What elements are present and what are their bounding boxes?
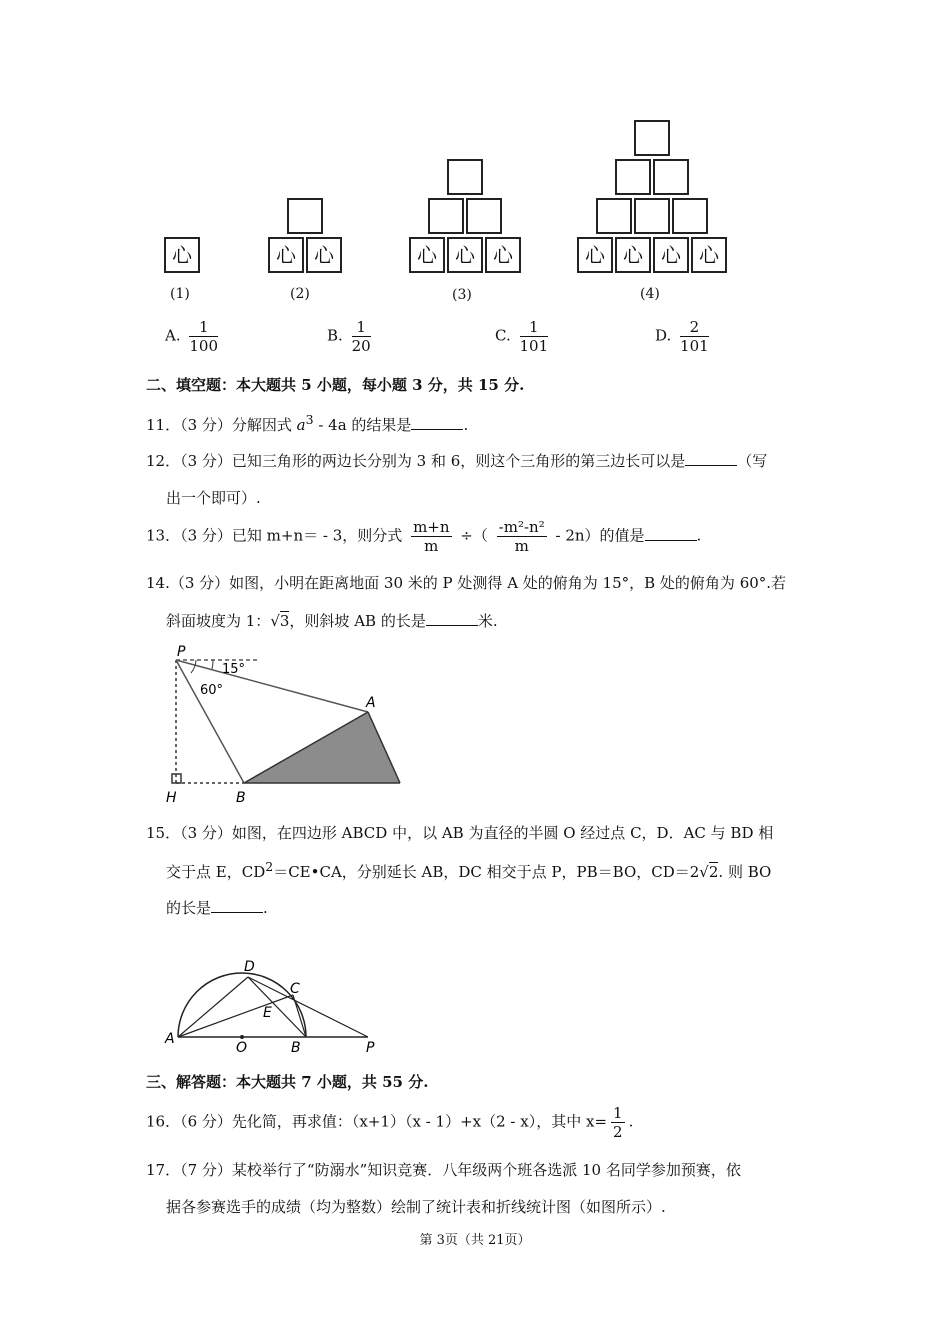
- option-label: D.: [655, 326, 672, 345]
- pyramid-caption: (3): [452, 287, 472, 303]
- q11-exponent: 3: [305, 412, 314, 427]
- question-17-line2: 据各参赛选手的成绩（均为整数）绘制了统计表和折线统计图（如图所示）.: [166, 1198, 666, 1216]
- line-pb: [176, 660, 244, 783]
- q12-text: 12．（3 分）已知三角形的两边长分别为 3 和 6，则这个三角形的第三边长可以是: [146, 452, 686, 470]
- denominator: 20: [351, 337, 371, 355]
- page-footer: 第 3页（共 21页）: [419, 1233, 531, 1248]
- label-b: B: [236, 790, 246, 806]
- q16-suffix: .: [628, 1112, 634, 1131]
- answer-blank: [685, 451, 737, 466]
- question-15-line2: [166, 859, 771, 882]
- angle-arc: [212, 660, 213, 669]
- sqrt-radicand: 2: [708, 863, 719, 881]
- q15-text: ＝CE•CA，分别延长 AB，DC 相交于点 P，PB＝BO，CD＝2: [273, 863, 700, 881]
- option-d: [655, 318, 713, 355]
- q11-text: 11．（3 分）分解因式: [146, 416, 297, 434]
- q11-var: a: [296, 416, 306, 434]
- slope-figure: [160, 640, 410, 810]
- label-b: B: [291, 1040, 301, 1055]
- label-15-degree: 15°: [222, 662, 246, 677]
- answer-blank: [211, 898, 263, 913]
- denominator: 2: [613, 1123, 623, 1141]
- label-h: H: [166, 790, 177, 806]
- label-p: P: [177, 644, 186, 660]
- answer-blank: [426, 611, 478, 626]
- answer-blank: [645, 526, 697, 541]
- q14-text: 米.: [477, 612, 498, 630]
- angle-arc: [191, 660, 196, 673]
- question-17-line1: 17．（7 分）某校举行了“防溺水”知识竞赛．八年级两个班各选派 10 名同学参加预赛，依: [146, 1161, 741, 1179]
- label-d: D: [244, 959, 255, 975]
- pyramid-cell: 心: [653, 237, 689, 273]
- denominator: 101: [680, 337, 709, 355]
- q15-text: .: [263, 899, 268, 917]
- pyramid-cell: [466, 198, 502, 234]
- question-12-line1: [146, 450, 767, 471]
- pyramid-cell: [672, 198, 708, 234]
- option-a: [165, 318, 222, 355]
- line-ac: [178, 995, 293, 1037]
- question-15-line1: 15．（3 分）如图，在四边形 ABCD 中，以 AB 为直径的半圆 O 经过点 C，D．AC 与 BD 相: [146, 824, 774, 842]
- pyramid-cell: [428, 198, 464, 234]
- pyramid-caption: (4): [640, 286, 660, 302]
- question-13: [146, 518, 701, 555]
- numerator: 1: [189, 318, 218, 337]
- answer-blank: [411, 415, 463, 430]
- label-a: A: [165, 1031, 175, 1047]
- pyramid-cell: [447, 159, 483, 195]
- q14-text: ，则斜坡 AB 的长是: [289, 612, 426, 630]
- denominator: m: [514, 537, 529, 555]
- pyramid-cell: 心: [615, 237, 651, 273]
- denominator: 101: [519, 337, 549, 355]
- semicircle-figure: [160, 955, 390, 1055]
- q14-text: 斜面坡度为 1：: [166, 612, 271, 630]
- pyramid-cell: 心: [268, 237, 304, 273]
- sqrt-radicand: 3: [279, 612, 290, 630]
- pyramid-caption: (2): [290, 286, 310, 302]
- center-point: [240, 1035, 244, 1039]
- q16-text: 16．（6 分）先化简，再求值：（x+1）（x - 1）+x（2 - x），其中 x=: [146, 1112, 608, 1131]
- label-e: E: [263, 1005, 272, 1021]
- pyramid-cell: [596, 198, 632, 234]
- q15-text: 交于点 E，CD: [166, 863, 266, 881]
- pyramid-cell: [634, 120, 670, 156]
- section-title: 三、解答题：本大题共 7 小题，共 55 分.: [146, 1073, 429, 1091]
- section-title: 二、填空题：本大题共 5 小题，每小题 3 分，共 15 分.: [146, 376, 525, 394]
- q15-text: 的长是: [166, 899, 212, 917]
- pyramid-cell: 心: [409, 237, 445, 273]
- question-14-line1: 14.（3 分）如图，小明在距离地面 30 米的 P 处测得 A 处的俯角为 15°，B 处的俯角为 60°.若: [146, 574, 787, 592]
- numerator: 2: [680, 318, 709, 337]
- q13-text: ÷（: [460, 526, 488, 545]
- pyramid-cell: 心: [306, 237, 342, 273]
- pyramid-cell: [615, 159, 651, 195]
- pyramid-cell: [653, 159, 689, 195]
- line-ad: [178, 977, 248, 1037]
- question-15-line3: [166, 897, 268, 918]
- option-label: A.: [165, 326, 181, 345]
- label-c: C: [290, 981, 300, 997]
- pyramid-cell: 心: [691, 237, 727, 273]
- pyramid-cell: 心: [447, 237, 483, 273]
- option-label: B.: [327, 326, 343, 345]
- numerator: m+n: [413, 518, 450, 536]
- q11-suffix: .: [463, 416, 469, 434]
- q13-suffix: .: [696, 526, 702, 545]
- question-11: [146, 412, 468, 435]
- question-12-line2: 出一个即可）.: [166, 489, 261, 507]
- q15-text: . 则 BO: [718, 863, 772, 881]
- option-c: [495, 318, 552, 355]
- pyramid-cell: 心: [485, 237, 521, 273]
- sqrt-symbol: √: [270, 612, 280, 630]
- pyramid-cell: 心: [577, 237, 613, 273]
- option-b: [327, 318, 375, 355]
- q15-exponent: 2: [265, 859, 274, 874]
- label-o: O: [236, 1040, 248, 1055]
- pyramid-cell: [634, 198, 670, 234]
- option-label: C.: [495, 326, 511, 345]
- q12-tail: （写: [737, 452, 768, 470]
- numerator: 1: [520, 318, 549, 337]
- sqrt-symbol: √: [699, 863, 709, 881]
- denominator: m: [424, 537, 439, 555]
- label-p: P: [366, 1040, 375, 1055]
- q11-text: - 4a 的结果是: [313, 416, 412, 434]
- q13-text: - 2n）的值是: [555, 526, 645, 545]
- q13-text: 13．（3 分）已知 m+n＝ - 3，则分式: [146, 526, 403, 545]
- label-60-degree: 60°: [200, 683, 224, 698]
- numerator: 1: [613, 1104, 623, 1122]
- numerator: 1: [352, 318, 371, 337]
- question-16: [146, 1104, 633, 1141]
- pyramid-cell: [287, 198, 323, 234]
- numerator: -m²-n²: [498, 518, 545, 536]
- question-14-line2: [166, 610, 498, 631]
- label-a: A: [366, 695, 376, 711]
- slope-shaded-region: [244, 712, 400, 783]
- denominator: 100: [189, 337, 219, 355]
- pyramid-caption: (1): [170, 286, 190, 302]
- pyramid-cell: 心: [164, 237, 200, 273]
